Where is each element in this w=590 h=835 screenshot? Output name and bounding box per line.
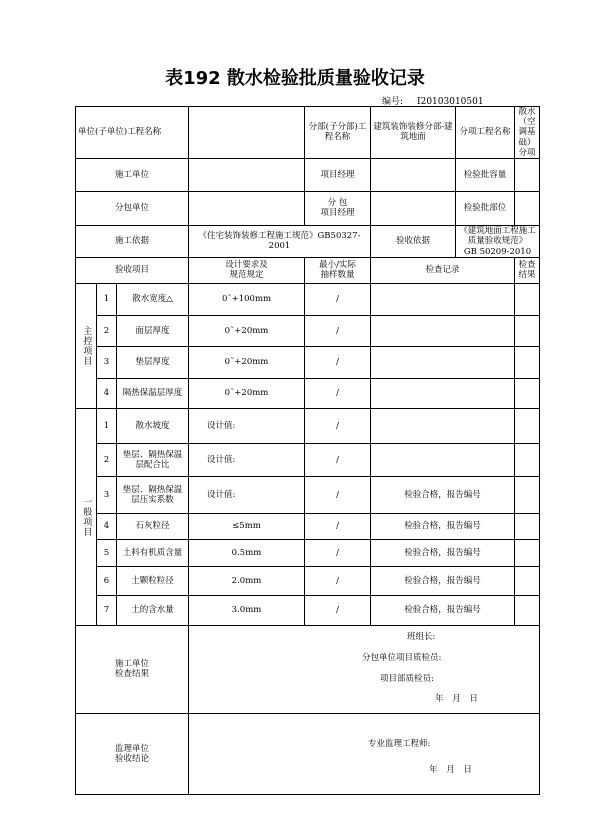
construction-date: 年 月 日: [435, 693, 478, 704]
item-sample: /: [305, 566, 371, 595]
inspection-table: [75, 106, 540, 795]
item-sample: /: [305, 283, 371, 315]
general-row: [76, 595, 540, 625]
item-sample: /: [305, 443, 371, 476]
subcontractor-value[interactable]: [189, 191, 305, 225]
item-result[interactable]: [515, 346, 540, 378]
item-number: 1: [97, 283, 117, 315]
item-number: 1: [97, 408, 117, 443]
item-record[interactable]: [371, 346, 515, 378]
general-row: [76, 513, 540, 539]
main-control-group-text: 主控项目: [81, 325, 92, 366]
col-result: 检查 结果: [515, 257, 540, 283]
item-number: 2: [97, 315, 117, 346]
item-result[interactable]: [515, 595, 540, 625]
item-number: 4: [97, 378, 117, 408]
item-sample: /: [305, 539, 371, 566]
item-requirement: 0˜+20mm: [189, 378, 305, 408]
item-result[interactable]: [515, 378, 540, 408]
subcontractor-label: 分包单位: [76, 191, 189, 225]
sub-project-value[interactable]: 建筑装饰装修分部-建筑地面: [371, 107, 456, 159]
team-leader-label: 班组长:: [407, 631, 436, 642]
item-record[interactable]: [371, 443, 515, 476]
main-control-row: [76, 315, 540, 346]
item-sample: /: [305, 513, 371, 539]
construction-basis-label: 施工依据: [76, 225, 189, 257]
item-number: 2: [97, 443, 117, 476]
sub-inspector-label: 分包单位项目质检员:: [362, 652, 442, 663]
item-result[interactable]: [515, 443, 540, 476]
item-requirement: 0˜+100mm: [189, 283, 305, 315]
item-record[interactable]: [371, 408, 515, 443]
item-number: 7: [97, 595, 117, 625]
acceptance-basis-value[interactable]: 《建筑地面工程施工质量验收规范》 GB 50209-2010: [456, 225, 540, 257]
col-item: 验收项目: [76, 257, 189, 283]
unit-name-value[interactable]: [189, 107, 305, 159]
item-project-value[interactable]: 散水（空调基础）分项: [515, 107, 540, 159]
record-number-value: I20103010501: [417, 97, 484, 107]
general-row: [76, 408, 540, 443]
contractor-label: 施工单位: [76, 158, 189, 191]
item-number: 3: [97, 476, 117, 513]
general-row: [76, 476, 540, 513]
item-requirement: 0˜+20mm: [189, 315, 305, 346]
supervisor-label: 专业监理工程师:: [368, 738, 431, 749]
record-number-label: 编号:: [382, 97, 404, 107]
item-name: 散水宽度△: [117, 283, 189, 315]
col-record: 检查记录: [371, 257, 515, 283]
main-control-group-label: [76, 283, 97, 408]
item-requirement: 设计值:: [189, 443, 305, 476]
batch-capacity-label: 检验批容量: [456, 158, 515, 191]
general-row: [76, 443, 540, 476]
item-sample: /: [305, 315, 371, 346]
col-requirement: 设计要求及 规范规定: [189, 257, 305, 283]
inspector-label: 项目部质检员:: [380, 673, 434, 684]
item-record[interactable]: 检验合格，报告编号: [371, 539, 515, 566]
item-result[interactable]: [515, 513, 540, 539]
item-record[interactable]: [371, 378, 515, 408]
general-group-text: 一般项目: [81, 496, 92, 537]
item-name: 土的含水量: [117, 595, 189, 625]
main-control-row: [76, 346, 540, 378]
item-requirement: 0.5mm: [189, 539, 305, 566]
main-control-row: [76, 283, 540, 315]
project-manager-value[interactable]: [371, 158, 456, 191]
general-row: [76, 539, 540, 566]
general-row: [76, 566, 540, 595]
batch-location-value[interactable]: [515, 191, 540, 225]
sub-project-label: 分部(子分部)工程名称: [305, 107, 371, 159]
item-result[interactable]: [515, 539, 540, 566]
item-record[interactable]: [371, 283, 515, 315]
item-result[interactable]: [515, 408, 540, 443]
supervision-area[interactable]: [189, 713, 540, 794]
item-number: 4: [97, 513, 117, 539]
item-project-label: 分项工程名称: [456, 107, 515, 159]
sub-project-manager-value[interactable]: [371, 191, 456, 225]
item-sample: /: [305, 595, 371, 625]
construction-check-area[interactable]: [189, 625, 540, 713]
item-record[interactable]: [371, 315, 515, 346]
item-result[interactable]: [515, 476, 540, 513]
item-name: 散水坡度: [117, 408, 189, 443]
item-name: 垫层、隔热保温层配合比: [117, 443, 189, 476]
item-name: 石灰粒径: [117, 513, 189, 539]
supervision-label: 监理单位 验收结论: [76, 713, 189, 794]
item-sample: /: [305, 346, 371, 378]
item-name: 土料有机质含量: [117, 539, 189, 566]
item-requirement: 设计值:: [189, 476, 305, 513]
item-requirement: 3.0mm: [189, 595, 305, 625]
item-name: 隔热保温层厚度: [117, 378, 189, 408]
page-title: 表192 散水检验批质量验收记录: [165, 68, 425, 89]
general-group-label: [76, 408, 97, 625]
item-name: 土颗粒粒径: [117, 566, 189, 595]
item-number: 3: [97, 346, 117, 378]
item-result[interactable]: [515, 283, 540, 315]
item-record[interactable]: 检验合格，报告编号: [371, 595, 515, 625]
supervision-date: 年 月 日: [429, 764, 472, 775]
item-name: 垫层厚度: [117, 346, 189, 378]
item-requirement: ≤5mm: [189, 513, 305, 539]
contractor-value[interactable]: [189, 158, 305, 191]
unit-name-label: 单位(子单位)工程名称: [76, 107, 189, 159]
item-record[interactable]: 检验合格，报告编号: [371, 566, 515, 595]
batch-capacity-value[interactable]: [515, 158, 540, 191]
item-requirement: 0˜+20mm: [189, 346, 305, 378]
item-requirement: 2.0mm: [189, 566, 305, 595]
acceptance-basis-label: 验收依据: [371, 225, 456, 257]
item-name: 面层厚度: [117, 315, 189, 346]
batch-location-label: 检验批部位: [456, 191, 515, 225]
item-record[interactable]: 检验合格，报告编号: [371, 513, 515, 539]
item-result[interactable]: [515, 566, 540, 595]
item-sample: /: [305, 378, 371, 408]
item-name: 垫层、隔热保温层压实系数: [117, 476, 189, 513]
construction-check-label: 施工单位 检查结果: [76, 625, 189, 713]
item-sample: /: [305, 408, 371, 443]
item-sample: /: [305, 476, 371, 513]
col-sample: 最小/实际 抽样数量: [305, 257, 371, 283]
main-control-row: [76, 378, 540, 408]
item-record[interactable]: 检验合格，报告编号: [371, 476, 515, 513]
item-number: 5: [97, 539, 117, 566]
item-result[interactable]: [515, 315, 540, 346]
sub-project-manager-label: 分 包 项目经理: [305, 191, 371, 225]
construction-basis-value[interactable]: 《住宅装饰装修工程施工规范》GB50327-2001: [189, 225, 371, 257]
item-requirement: 设计值:: [189, 408, 305, 443]
item-number: 6: [97, 566, 117, 595]
project-manager-label: 项目经理: [305, 158, 371, 191]
